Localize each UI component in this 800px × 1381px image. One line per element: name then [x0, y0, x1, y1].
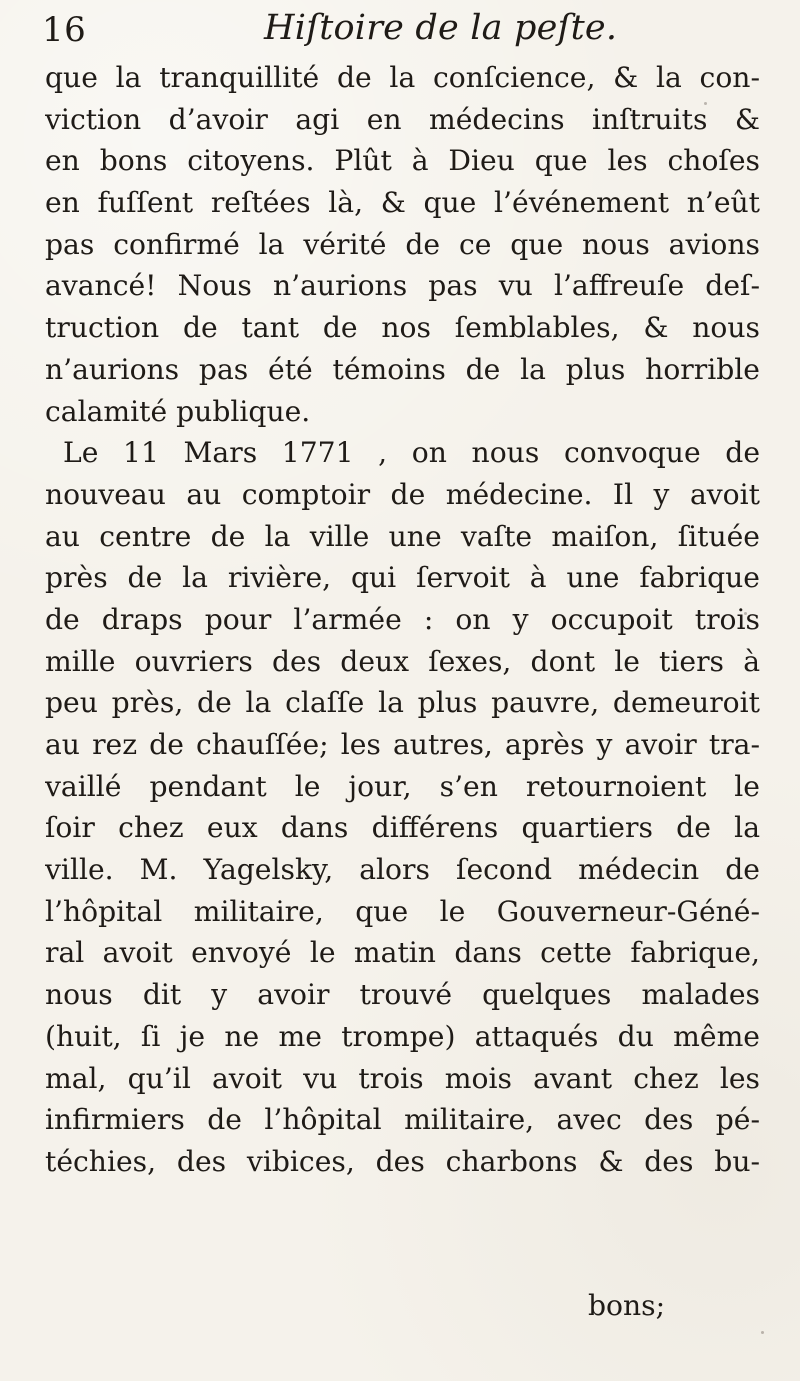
text-line: ral avoit envoyé le matin dans cette fabrique, [45, 936, 760, 970]
main-text [45, 57, 760, 1183]
text-line: pas confirmé la vérité de ce que nous avions [45, 227, 760, 261]
text-line: ſoir chez eux dans différens quartiers de la [45, 811, 760, 845]
text-line: que la tranquillité de la conſcience, & la con- [45, 61, 760, 94]
text-line: téchies, des vibices, des charbons & des bu- [45, 1144, 760, 1178]
text-line: viction d’avoir agi en médecins inſtruits & [45, 102, 760, 136]
text-line: l’hôpital militaire, que le Gouverneur-Géné- [45, 894, 760, 928]
text-line: infirmiers de l’hôpital militaire, avec des pé- [45, 1103, 760, 1137]
page-header [42, 2, 762, 60]
paper-speck [744, 612, 747, 615]
text-line: mille ouvriers des deux ſexes, dont le tiers à [45, 644, 760, 678]
text-line: en fuſſent reſtées là, & que l’événement n’eût [45, 186, 760, 220]
text-line: vaillé pendant le jour, s’en retournoient le [45, 769, 760, 803]
text-line: n’aurions pas été témoins de la plus horrible [45, 352, 760, 386]
text-line: de draps pour l’armée : on y occupoit trois [45, 602, 760, 636]
text-line: ville. M. Yagelsky, alors ſecond médecin de [45, 853, 760, 887]
running-head: Hiſtoire de la peſte. [264, 8, 618, 48]
text-line: (huit, ſi je ne me trompe) attaqués du même [45, 1019, 760, 1053]
text-line: Le 11 Mars 1771 , on nous convoque de [63, 436, 760, 470]
paper-speck [761, 1331, 764, 1334]
text-line: nouveau au comptoir de médecine. Il y avoit [45, 477, 760, 511]
text-line: truction de tant de nos ſemblables, & nous [45, 311, 760, 345]
text-line: au rez de chauſſée; les autres, après y avoir tra- [45, 728, 760, 761]
paper-speck [704, 102, 707, 105]
text-line: mal, qu’il avoit vu trois mois avant chez les [45, 1061, 760, 1095]
text-line: en bons citoyens. Plût à Dieu que les choſes [45, 144, 760, 178]
text-line: calamité publique. [45, 394, 311, 428]
text-line: nous dit y avoir trouvé quelques malades [45, 978, 760, 1012]
text-line: près de la rivière, qui ſervoit à une fabrique [45, 561, 760, 595]
catchword: bons; [588, 1289, 666, 1322]
page-number: 16 [42, 10, 87, 50]
text-line: au centre de la ville une vaſte maiſon, ſituée [45, 519, 760, 553]
text-line: avancé! Nous n’aurions pas vu l’affreuſe deſ- [45, 269, 760, 303]
text-line: peu près, de la claſſe la plus pauvre, demeuroit [45, 686, 760, 720]
